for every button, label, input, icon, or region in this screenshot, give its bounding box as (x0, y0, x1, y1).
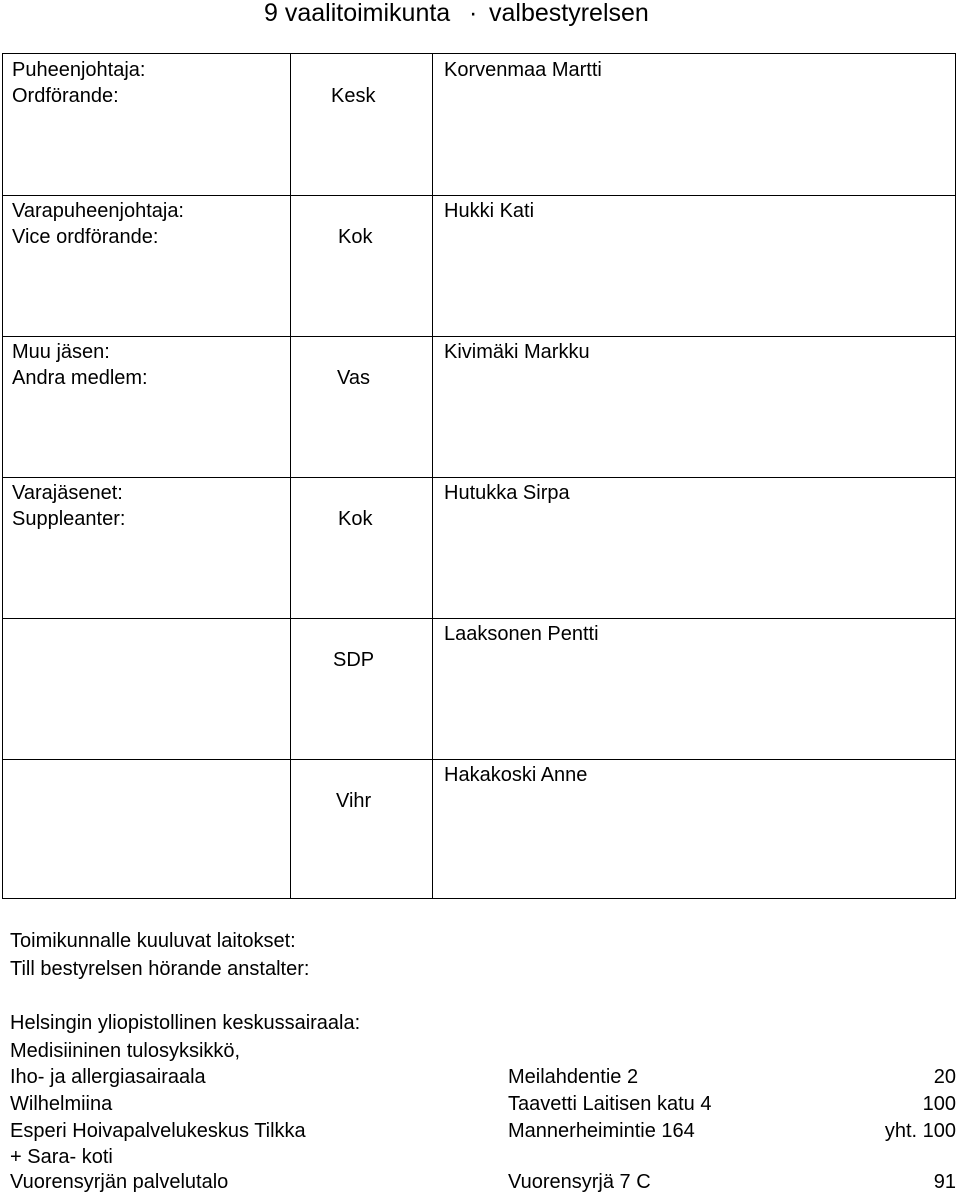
board-table: Puheenjohtaja: Ordförande: Kesk Korvenmaa Martti Varapuheenjohtaja: Vice ordförande: Kok Hukki Kati Muu jäsen: Andra medlem: Vas Kivimäki Markku Varajäsenet: Suppleanter: Kok Hutukka Sirpa SDP Laaksonen Pentti Vihr Hakakoski Anne (2, 53, 956, 899)
institution-count: 20 (933, 1066, 956, 1088)
hospital-heading (10, 1009, 360, 1065)
institutions-heading-fi: Toimikunnalle kuuluvat laitokset: (10, 930, 296, 952)
board-row-member-role (12, 339, 148, 391)
title-sv: valbestyrelsen (489, 0, 649, 27)
institution-count: 100 (922, 1093, 956, 1115)
row-divider (3, 618, 955, 619)
board-row-deputy-2-name: Laaksonen Pentti (444, 623, 599, 645)
institution-count: yht. 100 (884, 1120, 956, 1142)
hospital-unit: Medisiininen tulosyksikkö, (10, 1040, 241, 1062)
institution-name: Vuorensyrjän palvelutalo (10, 1171, 229, 1193)
column-divider-role (290, 54, 291, 898)
institution-name: Esperi Hoivapalvelukeskus Tilkka (10, 1120, 306, 1142)
board-row-deputy-name: Hutukka Sirpa (444, 482, 570, 504)
row-divider (3, 477, 955, 478)
role-sv: Vice ordförande: (12, 226, 159, 248)
board-row-vice-chair-name: Hukki Kati (444, 200, 535, 222)
institution-row (0, 1090, 960, 1118)
title-separator: · (469, 0, 478, 27)
institution-name: Wilhelmiina (10, 1093, 113, 1115)
institution-address: Taavetti Laitisen katu 4 (508, 1093, 712, 1115)
row-divider (3, 759, 955, 760)
institutions-heading (10, 927, 309, 983)
institution-row (0, 1168, 960, 1196)
board-row-member-name: Kivimäki Markku (444, 341, 590, 363)
row-divider (3, 336, 955, 337)
institution-count: 91 (933, 1171, 956, 1193)
row-divider (3, 195, 955, 196)
institutions-heading-sv: Till bestyrelsen hörande anstalter: (10, 958, 310, 980)
column-divider-party (432, 54, 433, 898)
role-sv: Suppleanter: (12, 508, 126, 530)
institution-address: Vuorensyrjä 7 C (508, 1171, 651, 1193)
role-fi: Puheenjohtaja: (12, 59, 146, 81)
board-row-chair-name: Korvenmaa Martti (444, 59, 602, 81)
role-fi: Muu jäsen: (12, 341, 110, 363)
institution-address: Mannerheimintie 164 (508, 1120, 695, 1142)
institution-name: Iho- ja allergiasairaala (10, 1066, 206, 1088)
board-row-deputy-3-name: Hakakoski Anne (444, 764, 588, 786)
role-fi: Varapuheenjohtaja: (12, 200, 184, 222)
board-row-deputy-role (12, 480, 125, 532)
hospital-name: Helsingin yliopistollinen keskussairaala: (10, 1012, 361, 1034)
institution-row (0, 1143, 960, 1171)
institution-name: + Sara- koti (10, 1146, 113, 1168)
institution-row (0, 1117, 960, 1145)
role-fi: Varajäsenet: (12, 482, 123, 504)
role-sv: Andra medlem: (12, 367, 148, 389)
role-sv: Ordförande: (12, 85, 119, 107)
title-fi: 9 vaalitoimikunta (264, 0, 451, 27)
board-row-chair-role (12, 57, 145, 109)
institution-row (0, 1063, 960, 1091)
institution-address: Meilahdentie 2 (508, 1066, 639, 1088)
board-row-vice-chair-role (12, 198, 184, 250)
